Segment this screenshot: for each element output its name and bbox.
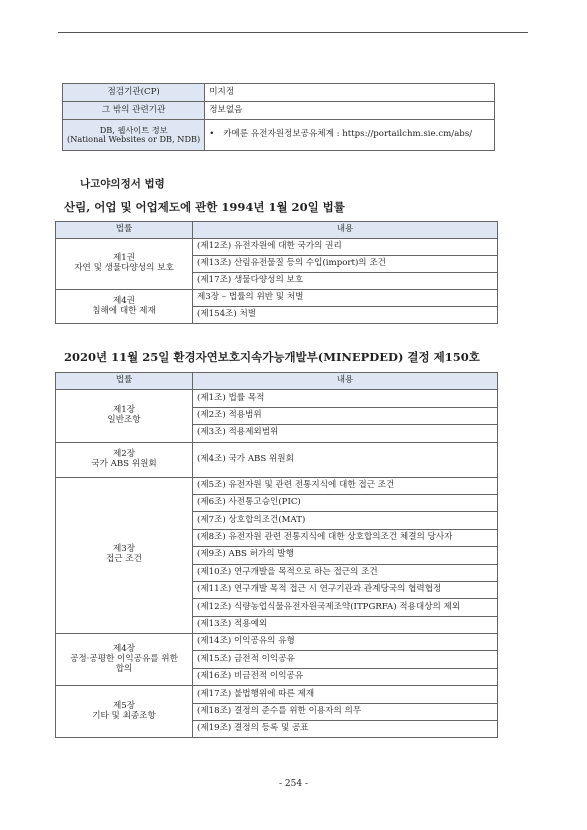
- group-title-line: 공정·공평한 이익공유를 위한: [70, 653, 178, 664]
- table-header-row: [56, 222, 498, 239]
- group-title-line: 제5장: [112, 700, 136, 711]
- content-cell: (제17조) 생물다양성의 보호: [193, 273, 498, 290]
- forestry-law-table: [55, 221, 498, 324]
- content-cell: (제7조) 상호합의조건(MAT): [193, 512, 498, 529]
- page-number: - 254 -: [279, 779, 308, 789]
- group-title-line: 기타 및 최종조항: [92, 710, 156, 721]
- group-title-line: 제4권: [112, 295, 136, 306]
- content-cell: (제6조) 사전통고승인(PIC): [193, 494, 498, 511]
- group-title: [56, 390, 193, 442]
- content-cell: (제154조) 처벌: [193, 307, 498, 324]
- db-url-text: 카메룬 유전자원정보공유체계 : https://portailchm.sie.cm/abs/: [223, 129, 473, 140]
- content-cell: (제10조) 연구개발을 목적으로 하는 접근의 조건: [193, 564, 498, 581]
- col-header: 법률: [56, 373, 193, 390]
- group-title-line: 자연 및 생물다양성의 보호: [74, 263, 174, 273]
- cell-label: [63, 120, 205, 151]
- minepded-decision-table: [55, 372, 498, 738]
- cell-value: [205, 120, 495, 151]
- col-header: 법률: [56, 222, 193, 239]
- group-title-line: 제3장: [112, 544, 136, 555]
- content-cell: (제5조) 유전자원 및 관련 전통지식에 대한 접근 조건: [193, 477, 498, 494]
- col-header: 내용: [193, 222, 498, 239]
- label-line: DB, 웹사이트 정보: [99, 124, 168, 135]
- section-heading-forestry-law: 산림, 어업 및 어업제도에 관한 1994년 1월 20일 법률: [64, 200, 345, 214]
- content-cell: (제16조) 비금전적 이익공유: [193, 668, 498, 685]
- group-title: [56, 290, 193, 324]
- group-title-line: 제1권: [112, 253, 136, 264]
- table-row: [63, 102, 495, 120]
- group-title-line: 접근 조건: [106, 554, 142, 565]
- content-cell: (제1조) 법률 목적: [193, 390, 498, 407]
- group-title-line: 제1장: [112, 405, 136, 416]
- table-row: [56, 390, 498, 407]
- cell-value: 정보없음: [205, 102, 495, 120]
- section-heading-minepded-decision: 2020년 11월 25일 환경자연보호지속가능개발부(MINEPDED) 결정 제150호: [64, 350, 480, 364]
- content-cell: (제11조) 연구개발 목적 접근 시 연구기관과 관계당국의 협력협정: [193, 581, 498, 598]
- content-cell: (제3조) 적용제외범위: [193, 425, 498, 442]
- table-row: [63, 84, 495, 102]
- group-title-line: 침해에 대한 제재: [92, 305, 156, 316]
- content-cell: (제9조) ABS 허가의 발행: [193, 547, 498, 564]
- group-title-line: 국가 ABS 위원회: [91, 458, 157, 469]
- header-rule: [58, 32, 528, 33]
- table-row: [56, 477, 498, 494]
- content-cell: (제13조) 산림유전물질 등의 수입(import)의 조건: [193, 256, 498, 273]
- content-cell: 제3장 – 법률의 위반 및 처벌: [193, 290, 498, 307]
- group-title: [56, 239, 193, 290]
- content-cell: (제17조) 불법행위에 따른 제재: [193, 686, 498, 703]
- section-heading-nagoya: 나고야의정서 법령: [80, 178, 165, 190]
- group-title-line: 합의: [115, 663, 133, 674]
- table-header-row: [56, 373, 498, 390]
- group-title: [56, 477, 193, 634]
- group-title: [56, 634, 193, 686]
- group-title: [56, 442, 193, 477]
- table-row: [56, 239, 498, 256]
- label-line: (National Websites or DB, NDB): [67, 134, 201, 144]
- table-row: [56, 686, 498, 703]
- table-row: [56, 442, 498, 477]
- bullet-icon: •: [209, 129, 215, 140]
- group-title: [56, 686, 193, 738]
- content-cell: (제15조) 금전적 이익공유: [193, 651, 498, 668]
- content-cell: (제12조) 유전자원에 대한 국가의 권리: [193, 239, 498, 256]
- table-row: [63, 120, 495, 151]
- cell-label: 점검기관(CP): [63, 84, 205, 102]
- content-cell: (제4조) 국가 ABS 위원회: [193, 442, 498, 477]
- content-cell: (제2조) 적용범위: [193, 407, 498, 424]
- content-cell: (제19조) 결정의 등록 및 공표: [193, 721, 498, 738]
- cell-label: 그 밖의 관련기관: [63, 102, 205, 120]
- group-title-line: 일반조항: [107, 414, 141, 425]
- content-cell: (제14조) 이익공유의 유형: [193, 634, 498, 651]
- col-header: 내용: [193, 373, 498, 390]
- table-row: [56, 290, 498, 307]
- content-cell: (제12조) 식량농업식물유전자원국제조약(ITPGRFA) 적용대상의 제외: [193, 599, 498, 616]
- content-cell: (제13조) 적용예외: [193, 616, 498, 633]
- group-title-line: 제4장: [112, 643, 136, 654]
- group-title-line: 제2장: [112, 448, 136, 459]
- info-table: [62, 83, 495, 151]
- table-row: [56, 634, 498, 651]
- content-cell: (제18조) 결정의 준수를 위한 이용자의 의무: [193, 703, 498, 720]
- cell-value: 미지정: [205, 84, 495, 102]
- content-cell: (제8조) 유전자원 관련 전통지식에 대한 상호합의조건 체결의 당사자: [193, 529, 498, 546]
